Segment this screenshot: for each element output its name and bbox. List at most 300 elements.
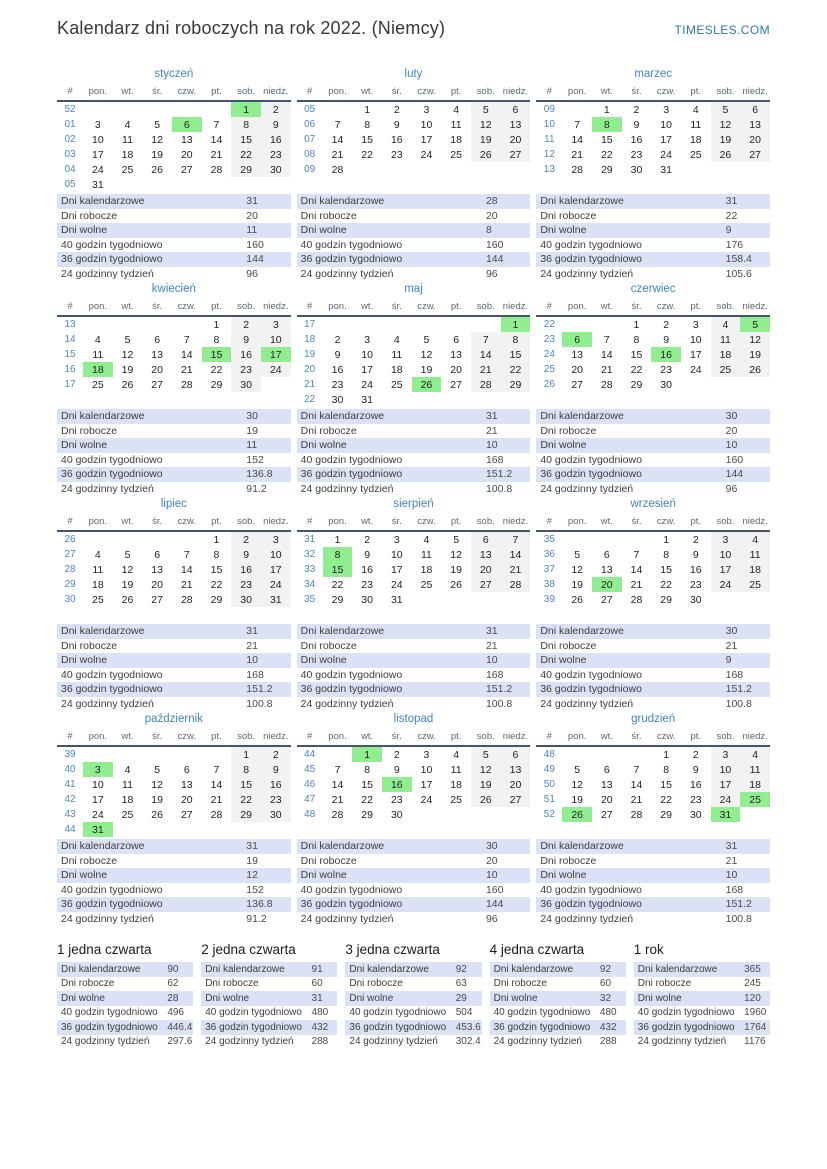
day-cell: 25 xyxy=(390,378,403,391)
empty-cell xyxy=(142,822,172,837)
day-cell: 1 xyxy=(334,533,341,546)
summary-block xyxy=(201,942,337,1049)
empty-cell xyxy=(622,531,652,547)
day-cell: 6 xyxy=(603,763,610,776)
week-number: 20 xyxy=(304,364,316,375)
stats-row xyxy=(536,653,770,668)
stats-value: 10 xyxy=(486,653,530,668)
stats-row xyxy=(490,991,626,1006)
day-cell: 29 xyxy=(231,807,261,822)
day-cell: 2 xyxy=(633,103,640,116)
day-cell: 9 xyxy=(334,348,341,361)
summary-title: 3 jedna czwarta xyxy=(345,942,440,957)
day-header: sob. xyxy=(231,515,261,531)
month-grudzień xyxy=(536,711,770,926)
stats-row xyxy=(297,453,531,468)
day-cell: 7 xyxy=(213,763,220,776)
stats-row xyxy=(57,868,291,883)
week-row xyxy=(536,316,770,332)
calendar-table xyxy=(297,515,531,607)
day-cell: 24 xyxy=(361,378,373,391)
empty-cell xyxy=(142,316,172,332)
day-header: niedz. xyxy=(501,300,531,316)
calendar-head xyxy=(57,85,291,101)
day-header-row xyxy=(536,300,770,316)
empty-cell xyxy=(441,592,471,607)
week-number: 29 xyxy=(64,579,76,590)
empty-cell xyxy=(172,822,202,837)
stats-value: 96 xyxy=(485,912,498,925)
stats-row xyxy=(634,1035,770,1050)
stats-row xyxy=(490,1006,626,1021)
stats-row xyxy=(297,438,531,453)
holiday-cell: 16 xyxy=(651,347,681,362)
stats-label: 24 godzinny tydzień xyxy=(61,697,154,710)
day-header: pt. xyxy=(681,515,711,531)
week-row xyxy=(536,762,770,777)
week-row xyxy=(57,332,291,347)
stats-value: 496 xyxy=(167,1007,184,1019)
day-header: śr. xyxy=(382,730,412,746)
day-header-row xyxy=(57,300,291,316)
stats-value: 1176 xyxy=(744,1036,766,1048)
week-number: 49 xyxy=(543,764,555,775)
stats-label: 24 godzinny tydzień xyxy=(300,912,394,925)
stats-value: 302.4 xyxy=(455,1036,481,1048)
stats-label: 24 godzinny tydzień xyxy=(61,267,154,280)
stats-value: 31 xyxy=(726,839,770,854)
stats-value: 29 xyxy=(456,991,482,1006)
week-number-header: # xyxy=(57,85,83,101)
day-cell: 14 xyxy=(501,547,531,562)
week-number: 52 xyxy=(64,104,76,115)
empty-cell xyxy=(412,162,442,177)
day-header: sob. xyxy=(231,85,261,101)
week-number: 41 xyxy=(64,779,76,790)
day-cell: 11 xyxy=(740,762,770,777)
stats-row xyxy=(57,682,291,697)
day-header: niedz. xyxy=(261,85,291,101)
day-cell: 15 xyxy=(501,347,531,362)
stats-value: 151.2 xyxy=(726,682,770,697)
day-cell: 9 xyxy=(261,762,291,777)
day-cell: 11 xyxy=(92,348,104,361)
day-cell: 29 xyxy=(331,593,344,606)
day-cell: 27 xyxy=(600,593,613,606)
calendar-body xyxy=(57,531,291,607)
day-cell: 28 xyxy=(630,808,643,821)
day-cell: 21 xyxy=(210,793,223,806)
day-cell: 5 xyxy=(154,118,161,131)
stats-label: Dni robocze xyxy=(540,209,597,222)
day-cell: 7 xyxy=(633,548,640,561)
day-cell: 18 xyxy=(390,363,403,376)
stats-value: 60 xyxy=(599,978,612,990)
day-cell: 4 xyxy=(393,333,400,346)
week-row xyxy=(57,377,291,392)
stats-value: 32 xyxy=(600,991,626,1006)
day-header: śr. xyxy=(382,300,412,316)
day-cell: 26 xyxy=(121,593,134,606)
week-row xyxy=(536,577,770,592)
day-cell: 2 xyxy=(231,316,261,332)
stats-label: Dni wolne xyxy=(297,223,486,238)
day-cell: 2 xyxy=(261,101,291,117)
week-number: 25 xyxy=(543,364,555,375)
stats-label: Dni robocze xyxy=(61,424,118,437)
week-number: 15 xyxy=(64,349,76,360)
stats-value: 245 xyxy=(744,978,761,990)
calendar-head xyxy=(57,300,291,316)
stats-value: 30 xyxy=(246,409,290,424)
day-cell: 3 xyxy=(364,333,371,346)
empty-cell xyxy=(711,592,741,607)
stats-row xyxy=(57,1035,193,1050)
week-row xyxy=(57,162,291,177)
day-cell: 23 xyxy=(689,578,702,591)
stats-row xyxy=(297,223,531,238)
stats-value: 144 xyxy=(486,252,530,267)
day-header: niedz. xyxy=(740,730,770,746)
day-cell: 16 xyxy=(390,133,403,146)
week-number: 05 xyxy=(64,179,76,190)
stats-label: Dni kalendarzowe xyxy=(297,624,486,639)
week-row xyxy=(536,377,770,392)
stats-label: Dni kalendarzowe xyxy=(57,194,246,209)
day-header: czw. xyxy=(412,515,442,531)
stats-label: 24 godzinny tydzień xyxy=(61,482,154,495)
day-cell: 27 xyxy=(151,593,163,606)
week-number: 26 xyxy=(543,379,555,390)
empty-cell xyxy=(142,177,172,192)
week-number-header: # xyxy=(57,730,83,746)
stats-row xyxy=(297,697,531,712)
stats-label: Dni kalendarzowe xyxy=(490,962,600,977)
stats-label: Dni kalendarzowe xyxy=(634,962,744,977)
stats-value: 480 xyxy=(599,1007,617,1019)
day-header: pt. xyxy=(441,300,471,316)
stats-value: 453.6 xyxy=(455,1021,481,1033)
month-wrzesień xyxy=(536,496,770,711)
day-cell: 25 xyxy=(711,362,741,377)
week-number: 24 xyxy=(543,349,555,360)
empty-cell xyxy=(471,162,501,177)
week-row xyxy=(536,562,770,577)
summary-block xyxy=(57,942,193,1049)
empty-cell xyxy=(711,377,741,392)
empty-cell xyxy=(83,746,113,762)
day-cell: 5 xyxy=(711,101,741,117)
day-cell: 3 xyxy=(393,533,400,546)
week-row xyxy=(297,792,531,807)
empty-cell xyxy=(231,822,261,837)
week-number: 48 xyxy=(304,809,316,820)
stats-label: Dni wolne xyxy=(57,991,167,1006)
day-cell: 11 xyxy=(122,133,133,146)
week-number-header: # xyxy=(536,85,562,101)
calendar-head xyxy=(297,515,531,531)
day-header-row xyxy=(57,515,291,531)
day-cell: 6 xyxy=(501,746,531,762)
stats-value: 91.2 xyxy=(246,482,267,495)
month-name: czerwiec xyxy=(630,283,676,295)
day-cell: 17 xyxy=(261,562,291,577)
stats-label: 40 godzin tygodniowo xyxy=(61,238,163,251)
day-cell: 23 xyxy=(231,577,261,592)
day-cell: 16 xyxy=(261,777,291,792)
day-cell: 6 xyxy=(603,548,610,561)
day-cell: 12 xyxy=(471,117,501,132)
calendar-head xyxy=(57,515,291,531)
week-number-header: # xyxy=(297,300,323,316)
stats-row xyxy=(536,912,770,927)
empty-cell xyxy=(142,531,172,547)
week-row xyxy=(536,347,770,362)
day-header: pon. xyxy=(83,515,113,531)
stats-value: 100.8 xyxy=(485,697,513,710)
day-cell: 19 xyxy=(740,347,770,362)
day-cell: 25 xyxy=(91,593,104,606)
day-cell: 5 xyxy=(453,533,460,546)
stats-table xyxy=(57,409,291,496)
day-header: pon. xyxy=(83,730,113,746)
stats-value: 288 xyxy=(311,1036,329,1048)
day-cell: 21 xyxy=(471,362,501,377)
holiday-cell: 6 xyxy=(562,332,592,347)
day-cell: 20 xyxy=(501,132,531,147)
month-listopad xyxy=(297,711,531,926)
day-cell: 9 xyxy=(633,118,640,131)
day-cell: 14 xyxy=(630,563,643,576)
week-row xyxy=(297,531,531,547)
day-cell: 3 xyxy=(711,746,741,762)
day-cell: 1 xyxy=(231,746,261,762)
day-cell: 5 xyxy=(574,763,581,776)
day-cell: 17 xyxy=(91,793,104,806)
stats-value: 10 xyxy=(486,438,530,453)
day-cell: 29 xyxy=(210,593,223,606)
day-cell: 23 xyxy=(689,793,702,806)
stats-row xyxy=(536,624,770,639)
stats-label: 40 godzin tygodniowo xyxy=(300,453,403,466)
day-cell: 17 xyxy=(689,348,702,361)
day-cell: 2 xyxy=(692,748,699,761)
stats-value: 28 xyxy=(486,194,530,209)
day-cell: 12 xyxy=(151,778,163,791)
day-cell: 20 xyxy=(180,793,193,806)
day-header: wt. xyxy=(113,730,143,746)
week-row xyxy=(536,807,770,822)
day-cell: 13 xyxy=(450,348,462,361)
week-row xyxy=(297,377,531,392)
empty-cell xyxy=(323,746,353,762)
day-cell: 14 xyxy=(471,347,501,362)
day-cell: 24 xyxy=(660,148,672,161)
stats-value: 31 xyxy=(486,624,530,639)
empty-cell xyxy=(740,162,770,177)
stats-row xyxy=(536,467,770,482)
stats-value: 160 xyxy=(725,453,744,466)
week-number: 36 xyxy=(543,549,555,560)
day-cell: 29 xyxy=(630,378,643,391)
day-cell: 8 xyxy=(364,118,371,131)
stats-value: 168 xyxy=(725,668,744,681)
day-header: wt. xyxy=(352,300,382,316)
stats-label: Dni kalendarzowe xyxy=(57,624,246,639)
stats-label: 40 godzin tygodniowo xyxy=(540,453,642,466)
day-cell: 22 xyxy=(600,148,613,161)
stats-row xyxy=(345,1006,481,1021)
stats-label: Dni wolne xyxy=(57,438,246,453)
day-cell: 12 xyxy=(450,548,462,561)
day-cell: 20 xyxy=(571,363,583,376)
day-cell: 2 xyxy=(334,333,341,346)
stats-label: Dni robocze xyxy=(300,639,357,652)
stats-value: 168 xyxy=(246,668,264,681)
day-header: sob. xyxy=(471,515,501,531)
day-cell: 5 xyxy=(124,333,131,346)
day-header: sob. xyxy=(471,85,501,101)
day-header: wt. xyxy=(592,300,622,316)
stats-value: 152 xyxy=(246,453,264,466)
day-cell: 23 xyxy=(331,378,344,391)
day-header: pt. xyxy=(681,300,711,316)
stats-value: 11 xyxy=(246,223,290,238)
day-cell: 22 xyxy=(231,147,261,162)
day-header: wt. xyxy=(113,300,143,316)
day-cell: 25 xyxy=(420,578,433,591)
day-cell: 18 xyxy=(450,133,462,146)
day-header: śr. xyxy=(622,515,652,531)
stats-row xyxy=(536,438,770,453)
stats-row xyxy=(634,962,770,977)
site-link[interactable]: TIMESLES.COM xyxy=(674,23,770,37)
day-cell: 31 xyxy=(91,178,104,191)
week-number: 33 xyxy=(304,564,316,575)
holiday-cell: 31 xyxy=(83,822,113,837)
day-cell: 31 xyxy=(361,393,373,406)
week-number: 06 xyxy=(304,119,316,130)
day-cell: 28 xyxy=(331,808,344,821)
stats-row xyxy=(57,977,193,992)
empty-cell xyxy=(261,822,291,837)
day-cell: 2 xyxy=(364,533,371,546)
week-number: 22 xyxy=(543,319,555,330)
day-cell: 17 xyxy=(390,563,403,576)
week-number: 13 xyxy=(64,319,76,330)
day-cell: 30 xyxy=(261,162,291,177)
day-cell: 10 xyxy=(420,118,433,131)
calendar-body xyxy=(57,746,291,837)
day-cell: 15 xyxy=(630,348,643,361)
day-cell: 22 xyxy=(660,578,672,591)
day-cell: 26 xyxy=(740,362,770,377)
day-cell: 14 xyxy=(180,348,193,361)
stats-value: 136.8 xyxy=(246,467,290,482)
day-cell: 27 xyxy=(571,378,583,391)
day-header: niedz. xyxy=(501,85,531,101)
day-header: pt. xyxy=(681,85,711,101)
week-number-header: # xyxy=(297,515,323,531)
stats-row xyxy=(345,991,481,1006)
stats-value: 63 xyxy=(455,978,467,990)
stats-label: 40 godzin tygodniowo xyxy=(61,883,163,896)
stats-label: 36 godzin tygodniowo xyxy=(490,1020,600,1035)
stats-label: Dni robocze xyxy=(300,424,357,437)
stats-label: Dni kalendarzowe xyxy=(297,839,486,854)
stats-label: 24 godzinny tydzień xyxy=(300,267,394,280)
day-header: wt. xyxy=(113,515,143,531)
day-cell: 30 xyxy=(689,593,702,606)
stats-row xyxy=(297,639,531,654)
stats-row xyxy=(297,868,531,883)
day-cell: 11 xyxy=(740,547,770,562)
day-cell: 18 xyxy=(740,777,770,792)
empty-cell xyxy=(501,807,531,822)
stats-value: 432 xyxy=(312,1020,338,1035)
stats-row xyxy=(57,238,291,253)
week-number: 35 xyxy=(543,534,555,545)
calendar-head xyxy=(536,85,770,101)
stats-label: Dni kalendarzowe xyxy=(536,839,725,854)
day-cell: 23 xyxy=(390,148,403,161)
day-cell: 10 xyxy=(261,547,291,562)
day-header: pt. xyxy=(441,730,471,746)
day-cell: 18 xyxy=(91,578,104,591)
stats-value: 11 xyxy=(246,438,290,453)
week-number-header: # xyxy=(536,730,562,746)
stats-value: 10 xyxy=(726,868,770,883)
day-cell: 8 xyxy=(213,548,220,561)
day-cell: 20 xyxy=(501,777,531,792)
empty-cell xyxy=(142,746,172,762)
day-cell: 24 xyxy=(261,577,291,592)
stats-label: Dni robocze xyxy=(300,854,357,867)
week-row xyxy=(57,362,291,377)
day-cell: 4 xyxy=(124,763,131,776)
empty-cell xyxy=(261,377,291,392)
stats-value: 20 xyxy=(485,209,498,222)
day-cell: 12 xyxy=(571,563,583,576)
day-header: pt. xyxy=(202,85,232,101)
week-row xyxy=(57,807,291,822)
week-number: 02 xyxy=(64,134,76,145)
day-header: śr. xyxy=(622,300,652,316)
stats-row xyxy=(297,668,531,683)
day-cell: 6 xyxy=(471,531,501,547)
week-row xyxy=(297,132,531,147)
stats-label: Dni kalendarzowe xyxy=(201,962,311,977)
week-number: 39 xyxy=(64,749,76,760)
stats-row xyxy=(57,209,291,224)
day-cell: 12 xyxy=(151,133,163,146)
stats-row xyxy=(536,209,770,224)
stats-row xyxy=(536,897,770,912)
week-number: 03 xyxy=(64,149,76,160)
calendar-table xyxy=(536,515,770,607)
day-cell: 7 xyxy=(574,118,581,131)
stats-row xyxy=(536,194,770,209)
stats-value: 31 xyxy=(726,194,770,209)
day-cell: 31 xyxy=(261,592,291,607)
stats-value: 96 xyxy=(485,267,498,280)
calendar-head xyxy=(297,300,531,316)
calendar-body xyxy=(57,316,291,392)
day-header: czw. xyxy=(412,85,442,101)
day-cell: 29 xyxy=(660,808,672,821)
day-cell: 20 xyxy=(151,363,163,376)
stats-label: 36 godzin tygodniowo xyxy=(536,252,725,267)
